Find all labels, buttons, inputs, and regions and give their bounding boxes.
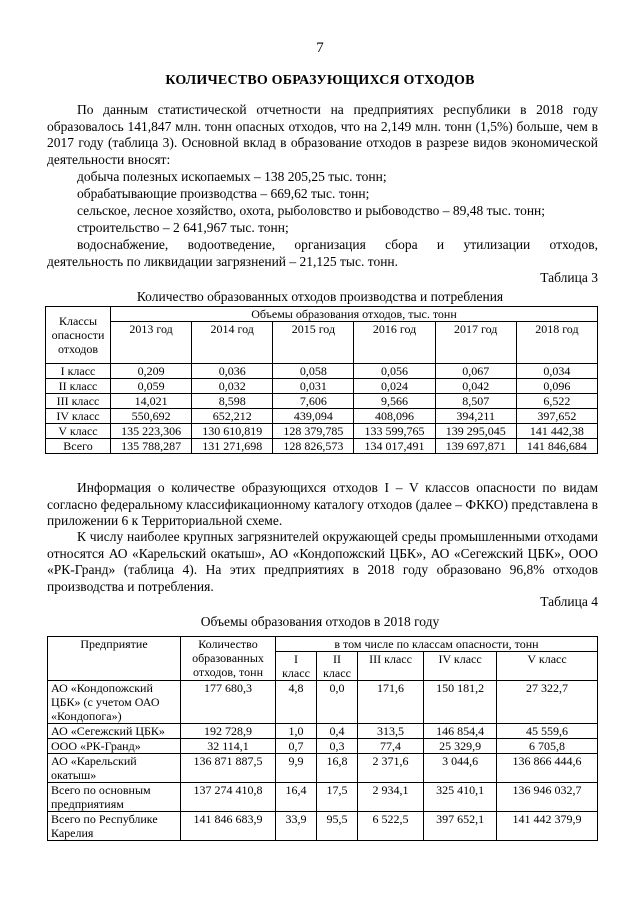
table4-quantity-header: Количество образованных отходов, тонн xyxy=(181,637,276,681)
enterprise-name: Всего по основным предприятиям xyxy=(48,783,181,812)
table4-class-header: V класс xyxy=(497,652,598,681)
page-number: 7 xyxy=(316,40,324,56)
enterprise-name: АО «Кондопожский ЦБК» (с учетом ОАО «Кондопога») xyxy=(48,681,181,724)
table-cell: 0,032 xyxy=(192,379,273,394)
table-cell: 45 559,6 xyxy=(497,724,598,739)
table-cell: 550,692 xyxy=(111,409,192,424)
table4-label: Таблица 4 xyxy=(540,594,598,609)
table-cell: 17,5 xyxy=(317,783,358,812)
table-cell: 14,021 xyxy=(111,394,192,409)
table-cell: 130 610,819 xyxy=(192,424,273,439)
table-row xyxy=(48,681,598,724)
table-cell: 0,056 xyxy=(354,364,435,379)
table-row xyxy=(48,812,598,841)
enterprise-name: АО «Карельский окатыш» xyxy=(48,754,181,783)
row-label: I класс xyxy=(46,364,111,379)
table-cell: 9,9 xyxy=(276,754,317,783)
table-cell: 146 854,4 xyxy=(424,724,497,739)
page-title: КОЛИЧЕСТВО ОБРАЗУЮЩИХСЯ ОТХОДОВ xyxy=(165,73,475,88)
table-cell: 128 826,573 xyxy=(273,439,354,454)
table3-year-header: 2014 год xyxy=(192,322,273,364)
table-cell: 0,0 xyxy=(317,681,358,724)
table-cell: 0,036 xyxy=(192,364,273,379)
table-cell: 0,058 xyxy=(273,364,354,379)
table4-caption: Объемы образования отходов в 2018 году xyxy=(200,614,440,629)
table-cell: 0,024 xyxy=(354,379,435,394)
table-cell: 652,212 xyxy=(192,409,273,424)
table-cell: 141 846,684 xyxy=(516,439,597,454)
enterprise-name: АО «Сегежский ЦБК» xyxy=(48,724,181,739)
table4-class-header: IV класс xyxy=(424,652,497,681)
table-row xyxy=(46,364,598,379)
table-cell: 8,507 xyxy=(435,394,516,409)
table-cell: 16,8 xyxy=(317,754,358,783)
row-label: Всего xyxy=(46,439,111,454)
row-label: IV класс xyxy=(46,409,111,424)
table-cell: 397 652,1 xyxy=(424,812,497,841)
table-cell: 394,211 xyxy=(435,409,516,424)
table-cell: 0,4 xyxy=(317,724,358,739)
table3-year-header: 2017 год xyxy=(435,322,516,364)
table-row xyxy=(46,409,598,424)
table-cell: 0,7 xyxy=(276,739,317,754)
table3-year-header: 2013 год xyxy=(111,322,192,364)
table-cell: 7,606 xyxy=(273,394,354,409)
table-cell: 33,9 xyxy=(276,812,317,841)
table-row xyxy=(48,754,598,783)
intro-paragraph: По данным статистической отчетности на предприятиях республики в 2018 году образовалось 141,847 млн. тонн опасных отходов, что на 2,149 млн. тонн (1,5%) больше, чем в 2017 году (таблица 3). Основной вклад в образование отходов в разрезе видов экономической деятельности вносят: xyxy=(47,102,598,167)
table3-year-header: 2018 год xyxy=(516,322,597,364)
table-cell: 136 866 444,6 xyxy=(497,754,598,783)
table-cell: 177 680,3 xyxy=(181,681,276,724)
table-row xyxy=(48,724,598,739)
table-cell: 439,094 xyxy=(273,409,354,424)
table3-year-header: 2016 год xyxy=(354,322,435,364)
activity-item: обрабатывающие производства – 669,62 тыс. тонн; xyxy=(77,186,370,201)
activity-item: сельское, лесное хозяйство, охота, рыболовство и рыбоводство – 89,48 тыс. тонн; xyxy=(77,203,546,218)
table-cell: 6 522,5 xyxy=(358,812,424,841)
table-cell: 8,598 xyxy=(192,394,273,409)
table-row xyxy=(46,394,598,409)
table3-span-header: Объемы образования отходов, тыс. тонн xyxy=(111,307,598,322)
table-cell: 0,067 xyxy=(435,364,516,379)
table-cell: 27 322,7 xyxy=(497,681,598,724)
table-cell: 6 705,8 xyxy=(497,739,598,754)
activity-item-continued: деятельность по ликвидации загрязнений – 21,125 тыс. тонн. xyxy=(47,254,399,269)
enterprise-name: Всего по Республике Карелия xyxy=(48,812,181,841)
table4-span-header: в том числе по классам опасности, тонн xyxy=(276,637,598,652)
table4 xyxy=(47,636,598,841)
table3 xyxy=(45,306,598,454)
table-cell: 131 271,698 xyxy=(192,439,273,454)
table-cell: 139 295,045 xyxy=(435,424,516,439)
table3-year-header: 2015 год xyxy=(273,322,354,364)
table-row xyxy=(46,439,598,454)
table-row xyxy=(48,739,598,754)
activity-item: водоснабжение, водоотведение, организация сбора и утилизации отходов, xyxy=(77,237,598,252)
table-cell: 0,031 xyxy=(273,379,354,394)
table-cell: 141 442 379,9 xyxy=(497,812,598,841)
enterprise-name: ООО «РК-Гранд» xyxy=(48,739,181,754)
table-cell: 3 044,6 xyxy=(424,754,497,783)
polluters-paragraph: К числу наиболее крупных загрязнителей окружающей среды промышленными отходами относятся АО «Карельский окатыш», АО «Кондопожский ЦБК», АО «Сегежский ЦБК», ООО «РК-Гранд» (таблица 4). На этих предприятиях в 2018 году образовано 96,8% отходов производства и потребления. xyxy=(47,529,598,594)
table-cell: 136 871 887,5 xyxy=(181,754,276,783)
table-cell: 95,5 xyxy=(317,812,358,841)
activity-item: строительство – 2 641,967 тыс. тонн; xyxy=(77,220,289,235)
table3-class-header: Классы опасности отходов xyxy=(46,307,111,364)
info-paragraph: Информация о количестве образующихся отходов I – V классов опасности по видам согласно федеральному классификационному каталогу отходов (далее – ФККО) представлена в приложении 6 к Территориальной схеме. xyxy=(47,480,598,528)
table-cell: 141 442,38 xyxy=(516,424,597,439)
table-cell: 313,5 xyxy=(358,724,424,739)
table4-class-header: II класс xyxy=(317,652,358,681)
row-label: II класс xyxy=(46,379,111,394)
table-cell: 137 274 410,8 xyxy=(181,783,276,812)
activity-item: добыча полезных ископаемых – 138 205,25 тыс. тонн; xyxy=(77,169,387,184)
table-cell: 408,096 xyxy=(354,409,435,424)
table-cell: 0,209 xyxy=(111,364,192,379)
table-cell: 9,566 xyxy=(354,394,435,409)
table-row xyxy=(46,379,598,394)
table-cell: 171,6 xyxy=(358,681,424,724)
table-cell: 135 788,287 xyxy=(111,439,192,454)
table-row xyxy=(46,424,598,439)
table-cell: 141 846 683,9 xyxy=(181,812,276,841)
table-cell: 25 329,9 xyxy=(424,739,497,754)
row-label: III класс xyxy=(46,394,111,409)
table-cell: 0,059 xyxy=(111,379,192,394)
table-cell: 150 181,2 xyxy=(424,681,497,724)
table-cell: 325 410,1 xyxy=(424,783,497,812)
table-cell: 133 599,765 xyxy=(354,424,435,439)
table-cell: 16,4 xyxy=(276,783,317,812)
table-cell: 0,034 xyxy=(516,364,597,379)
table-cell: 4,8 xyxy=(276,681,317,724)
table-cell: 134 017,491 xyxy=(354,439,435,454)
table-cell: 128 379,785 xyxy=(273,424,354,439)
table-cell: 0,042 xyxy=(435,379,516,394)
table-cell: 136 946 032,7 xyxy=(497,783,598,812)
table-cell: 0,096 xyxy=(516,379,597,394)
table4-enterprise-header: Предприятие xyxy=(48,637,181,681)
table-cell: 32 114,1 xyxy=(181,739,276,754)
table-cell: 192 728,9 xyxy=(181,724,276,739)
table-cell: 139 697,871 xyxy=(435,439,516,454)
table3-label: Таблица 3 xyxy=(540,270,598,285)
table-cell: 1,0 xyxy=(276,724,317,739)
table4-class-header: I класс xyxy=(276,652,317,681)
table-row xyxy=(48,783,598,812)
row-label: V класс xyxy=(46,424,111,439)
table4-class-header: III класс xyxy=(358,652,424,681)
table3-caption: Количество образованных отходов производства и потребления xyxy=(136,289,504,304)
table-cell: 2 371,6 xyxy=(358,754,424,783)
table-cell: 397,652 xyxy=(516,409,597,424)
table-cell: 135 223,306 xyxy=(111,424,192,439)
table-cell: 6,522 xyxy=(516,394,597,409)
table-cell: 2 934,1 xyxy=(358,783,424,812)
table-cell: 77,4 xyxy=(358,739,424,754)
table-cell: 0,3 xyxy=(317,739,358,754)
